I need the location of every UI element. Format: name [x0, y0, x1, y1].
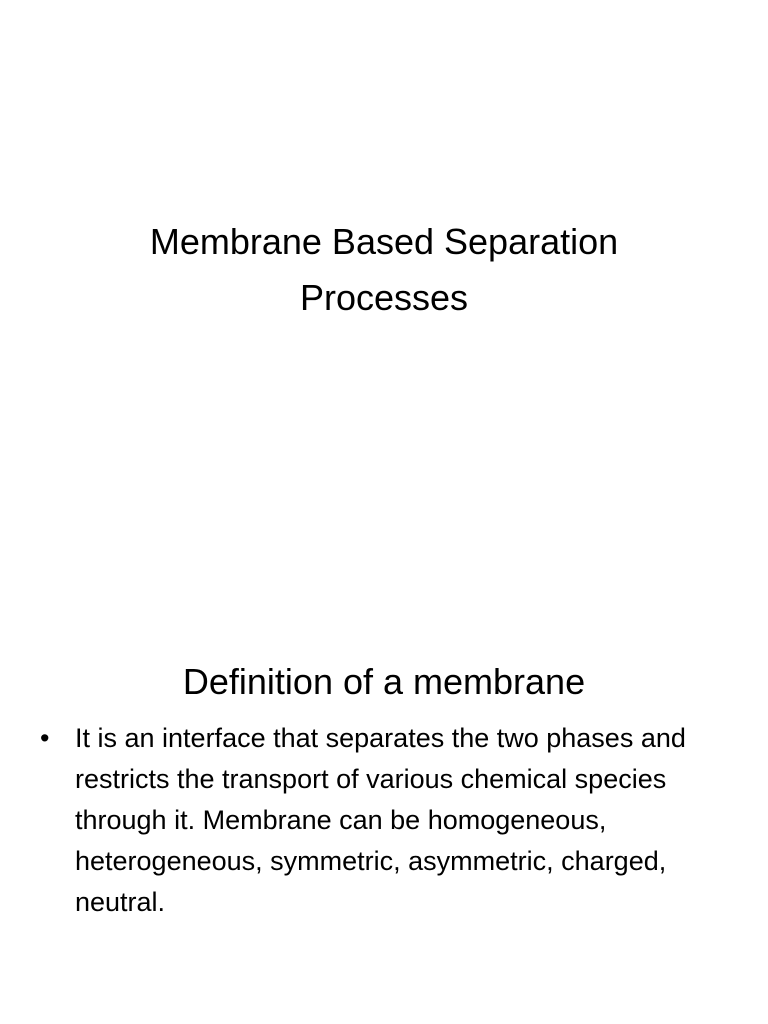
presentation-title-line-2: Processes — [299, 277, 469, 319]
presentation-title-line-1: Membrane Based Separation — [149, 221, 619, 263]
definition-bullet-list — [40, 718, 740, 923]
definition-slide — [0, 576, 768, 1024]
bullet-dot-icon: • — [40, 723, 50, 753]
presentation-title — [0, 214, 768, 326]
definition-bullet-item — [40, 718, 740, 923]
definition-title: Definition of a membrane — [182, 660, 586, 702]
definition-bullet-text: It is an interface that separates the two phases and restricts the transport of various chemical species through it. Membrane can be homogeneous, heterogeneous, symmetric, asymmetric, charged, neutral. — [75, 723, 686, 917]
